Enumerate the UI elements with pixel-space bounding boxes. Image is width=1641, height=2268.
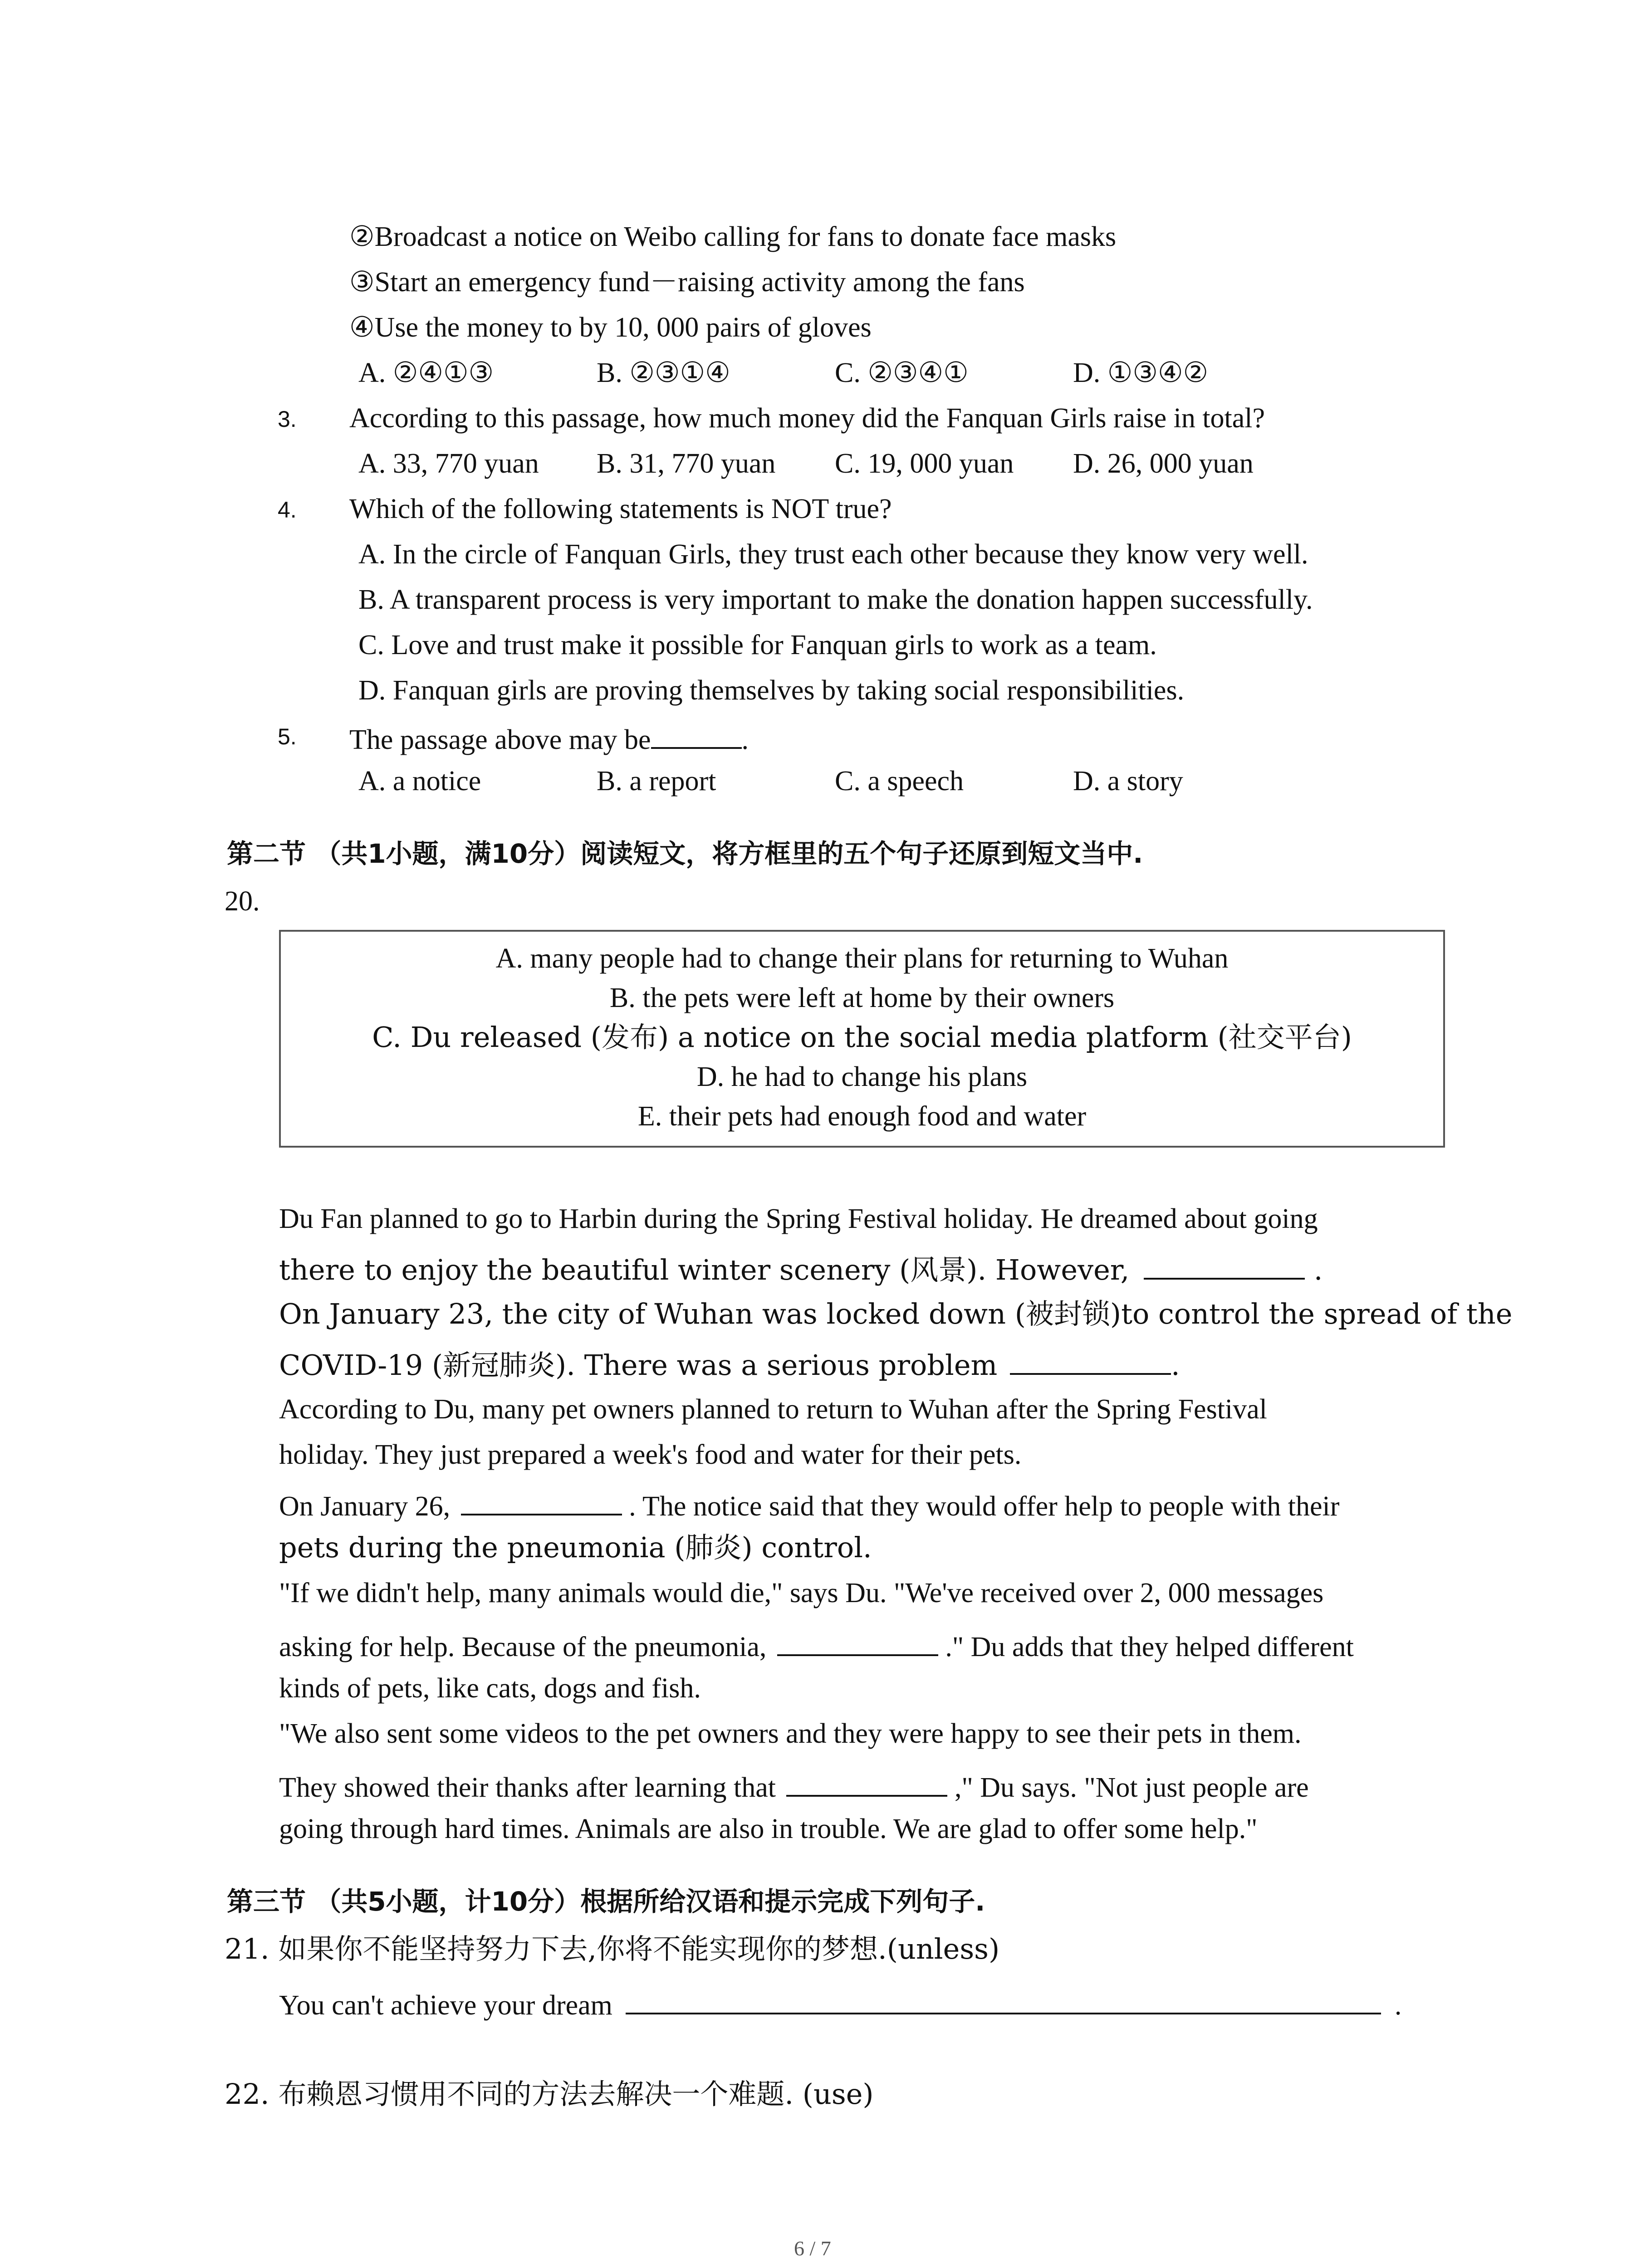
passage-line-13: [279, 1767, 1309, 1804]
passage-blank-3[interactable]: [461, 1486, 622, 1515]
passage-blank-1[interactable]: [1144, 1250, 1305, 1280]
q21-answer-blank[interactable]: [626, 1984, 1381, 2014]
passage-line-5: According to Du, many pet owners planned to return to Wuhan after the Spring Festival: [279, 1394, 1267, 1425]
passage-line-4: [279, 1345, 1180, 1382]
q5-blank[interactable]: [651, 719, 742, 749]
passage-line-11: kinds of pets, like cats, dogs and fish.: [279, 1673, 701, 1704]
q3-choice-a: A. 33, 770 yuan: [358, 448, 539, 479]
box-option-b: B. the pets were left at home by their owners: [609, 982, 1115, 1013]
q22-number: 22.: [225, 2077, 269, 2111]
passage-text: They showed their thanks after learning that: [279, 1772, 776, 1803]
q4-choice-a: A. In the circle of Fanquan Girls, they trust each other because they know very well.: [358, 539, 1308, 570]
q22-hint: (use): [794, 2077, 874, 2111]
q21-english: You can't achieve your dream: [279, 1990, 612, 2021]
box-option-a: A. many people had to change their plans for returning to Wuhan: [495, 943, 1229, 974]
q2-choice-d: D. ①③④②: [1073, 357, 1209, 388]
passage-text: ," Du says. "Not just people are: [954, 1772, 1309, 1803]
q3-choice-b: B. 31, 770 yuan: [597, 448, 776, 479]
passage-line-7: [279, 1486, 1339, 1523]
options-box: [279, 930, 1445, 1148]
q3-number: 3.: [278, 406, 297, 432]
passage-blank-2[interactable]: [1010, 1345, 1171, 1375]
q5-stem-text: The passage above may be: [349, 724, 651, 755]
passage-line-12: "We also sent some videos to the pet owners and they were happy to see their pets in them.: [279, 1718, 1302, 1749]
passage-line-6: holiday. They just prepared a week's food and water for their pets.: [279, 1439, 1022, 1470]
q3-choice-d: D. 26, 000 yuan: [1073, 448, 1254, 479]
q22-chinese: 布赖恩习惯用不同的方法去解决一个难题.: [278, 2077, 794, 2111]
passage-line-9: "If we didn't help, many animals would die," says Du. "We've received over 2, 000 messages: [279, 1578, 1324, 1608]
q5-choice-a: A. a notice: [358, 766, 481, 797]
q4-choice-d: D. Fanquan girls are proving themselves by taking social responsibilities.: [358, 675, 1185, 706]
passage-text: asking for help. Because of the pneumonia,: [279, 1632, 767, 1662]
box-option-c: C. Du released (发布) a notice on the social media platform (社交平台): [372, 1021, 1352, 1054]
box-option-d: D. he had to change his plans: [696, 1061, 1028, 1092]
section2-heading: 第二节 （共1小题，满10分）阅读短文，将方框里的五个句子还原到短文当中.: [227, 838, 1143, 869]
q3-choice-c: C. 19, 000 yuan: [835, 448, 1014, 479]
q2-option-4: ④Use the money to by 10, 000 pairs of gloves: [349, 312, 872, 343]
passage-text: . The notice said that they would offer help to people with their: [629, 1491, 1340, 1522]
section3-heading: 第三节 （共5小题，计10分）根据所给汉语和提示完成下列句子.: [227, 1886, 985, 1917]
box-option-e: E. their pets had enough food and water: [637, 1101, 1087, 1132]
passage-text: there to enjoy the beautiful winter scenery (风景). However,: [279, 1253, 1130, 1286]
q4-stem: Which of the following statements is NOT true?: [349, 494, 892, 524]
q21-hint: (unless): [887, 1932, 1000, 1965]
q5-choice-b: B. a report: [597, 766, 716, 797]
q2-choice-a: A. ②④①③: [358, 357, 494, 388]
q3-stem: According to this passage, how much money did the Fanquan Girls raise in total?: [349, 403, 1265, 434]
q4-choice-b: B. A transparent process is very important to make the donation happen successfully.: [358, 584, 1313, 615]
q21-sentence: [279, 1984, 1401, 2022]
passage-blank-4[interactable]: [777, 1626, 938, 1656]
page-number: 6 / 7: [794, 2237, 831, 2260]
q21-chinese: 如果你不能坚持努力下去,你将不能实现你的梦想.: [278, 1932, 887, 1965]
q21-period: .: [1394, 1990, 1402, 2021]
passage-line-10: [279, 1626, 1354, 1664]
passage-text: On January 26,: [279, 1491, 451, 1522]
q2-option-3: ③Start an emergency fund－raising activity among the fans: [349, 267, 1025, 298]
q4-choice-c: C. Love and trust make it possible for Fanquan girls to work as a team.: [358, 630, 1157, 660]
q22-prompt: [225, 2077, 874, 2111]
passage-line-3: On January 23, the city of Wuhan was locked down (被封锁)to control the spread of the: [279, 1297, 1513, 1330]
passage-text: .: [1313, 1253, 1323, 1286]
q21-prompt: [225, 1932, 999, 1966]
q20-number: 20.: [225, 886, 260, 917]
q5-number: 5.: [278, 724, 297, 749]
passage-line-1: Du Fan planned to go to Harbin during the Spring Festival holiday. He dreamed about going: [279, 1203, 1318, 1234]
q5-stem-period: .: [741, 724, 749, 755]
passage-line-14: going through hard times. Animals are also in trouble. We are glad to offer some help.": [279, 1813, 1258, 1844]
q21-number: 21.: [225, 1932, 269, 1965]
passage-line-8: pets during the pneumonia (肺炎) control.: [279, 1531, 872, 1564]
passage-text: .: [1171, 1349, 1180, 1382]
passage-line-2: [279, 1250, 1323, 1287]
q2-option-2: ②Broadcast a notice on Weibo calling for fans to donate face masks: [349, 221, 1117, 252]
q4-number: 4.: [278, 497, 297, 523]
q2-choice-c: C. ②③④①: [835, 357, 969, 388]
q5-choice-d: D. a story: [1073, 766, 1183, 797]
q5-stem: [349, 719, 749, 757]
passage-text: COVID-19 (新冠肺炎). There was a serious problem: [279, 1349, 998, 1382]
passage-blank-5[interactable]: [786, 1767, 947, 1797]
passage-text: ." Du adds that they helped different: [945, 1632, 1354, 1662]
q2-choice-b: B. ②③①④: [597, 357, 730, 388]
q5-choice-c: C. a speech: [835, 766, 964, 797]
